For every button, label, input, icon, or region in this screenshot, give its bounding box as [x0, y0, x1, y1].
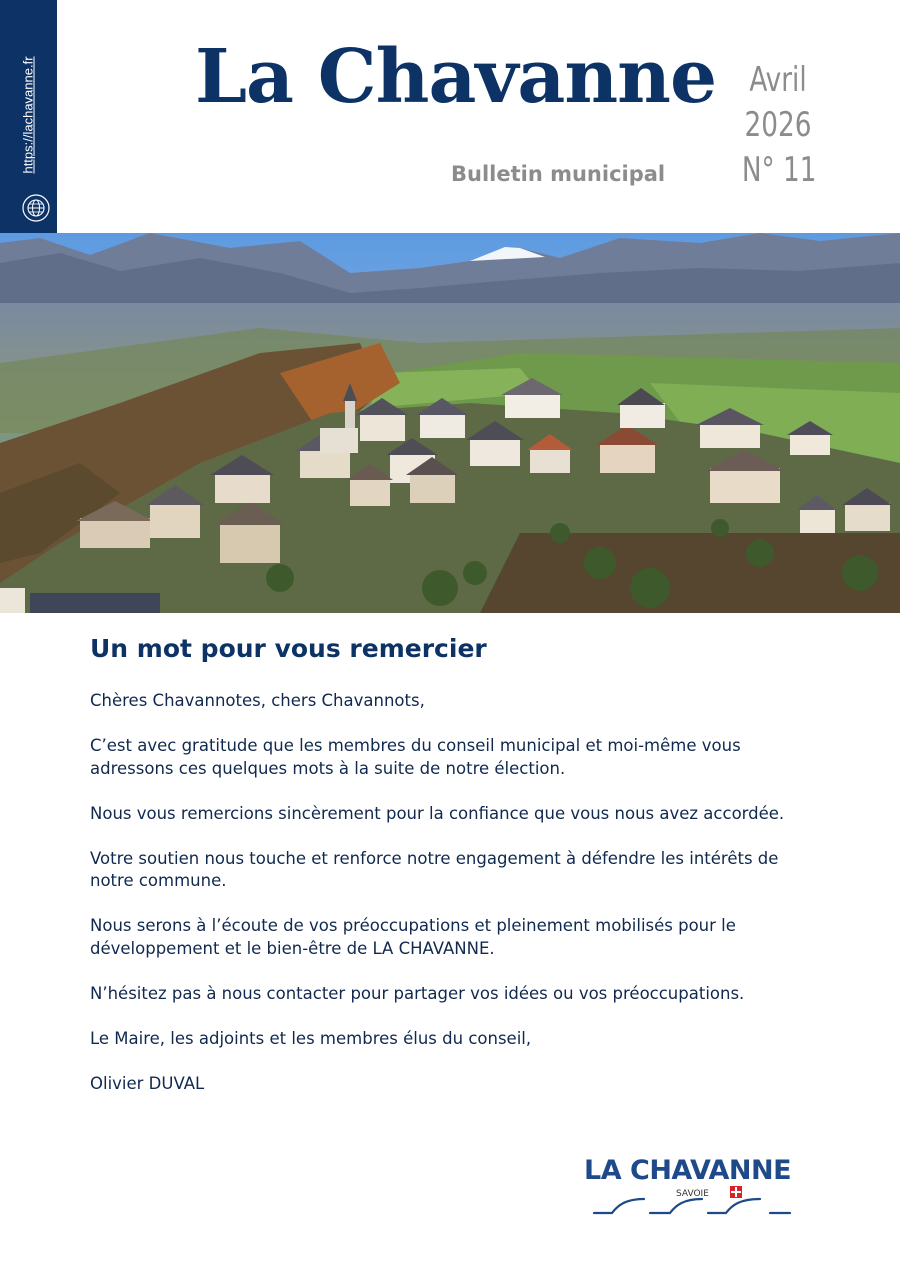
masthead-title: La Chavanne [195, 34, 717, 120]
masthead-subtitle: Bulletin municipal [451, 162, 666, 186]
issue-number: N° 11 [741, 150, 817, 190]
issue-month: Avril [749, 60, 807, 100]
article-body [90, 690, 820, 1118]
article-paragraph: Nous serons à l’écoute de vos préoccupations et pleinement mobilisés pour le développement et le bien-être de LA CHAVANNE. [90, 916, 736, 958]
article-title: Un mot pour vous remercier [90, 634, 487, 663]
side-band [0, 0, 57, 233]
village-aerial-photo [0, 233, 900, 613]
signature-name: Olivier DUVAL [90, 1073, 205, 1093]
closing-line: Le Maire, les adjoints et les membres élus du conseil, [90, 1028, 532, 1048]
mountain-waves-icon [592, 1191, 802, 1217]
article-paragraph: C’est avec gratitude que les membres du conseil municipal et moi-même vous adressons ces quelques mots à la suite de notre élection. [90, 736, 741, 778]
issue-year: 2026 [744, 105, 812, 145]
article-paragraph: Nous vous remercions sincèrement pour la confiance que vous nous avez accordée. [90, 803, 785, 823]
issue-block [736, 58, 820, 193]
globe-icon [22, 194, 50, 222]
website-link[interactable]: https://lachavanne.fr [20, 56, 36, 174]
logo-region: SAVOIE [676, 1189, 709, 1199]
article-paragraph: Chères Chavannotes, chers Chavannots, [90, 691, 425, 710]
article-paragraph: Votre soutien nous touche et renforce notre engagement à défendre les intérêts de notre commune. [90, 848, 779, 890]
commune-logo [580, 1155, 810, 1225]
logo-name: LA CHAVANNE [584, 1155, 792, 1186]
article-paragraph: N’hésitez pas à nous contacter pour partager vos idées ou vos préoccupations. [90, 983, 745, 1003]
